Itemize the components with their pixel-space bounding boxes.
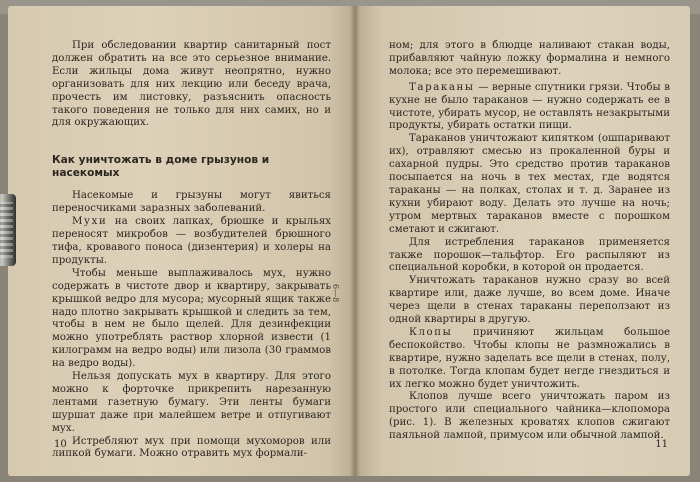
- left-paragraph-2: Насекомые и грызуны могут явиться переносчиками заразных заболеваний.: [52, 190, 331, 215]
- left-paragraph-1: При обследовании квартир санитарный пост должен обратить на все это серьезное внимание. Если жильцы дома живут неопрятно, нужно организовать для них лекцию или беседу врача, прочесть им листовку, разъяснить опасность такого поведения не только для них самих, но и для окружающих.: [52, 40, 331, 129]
- right-page: [355, 6, 690, 476]
- right-paragraph-1: ном; для этого в блюдце наливают стакан воды, прибавляют чайную ложку формалина и немного молока; все это перемешивают.: [389, 40, 670, 77]
- right-paragraph-6: [389, 327, 670, 392]
- left-paragraph-3: [52, 216, 331, 268]
- page-number-right: 11: [655, 439, 668, 450]
- bedbugs-term: Клопы: [409, 326, 453, 338]
- open-book: [0, 6, 700, 476]
- signature-mark: 6—8: [331, 284, 340, 303]
- left-paragraph-6: Истребляют мух при помощи мухоморов или липкой бумаги. Можно отравить мух формали-: [52, 435, 331, 460]
- page-number-left: 10: [54, 439, 67, 450]
- right-paragraph-4: Для истребления тараканов применяется также порошок—тальфтор. Его распыляют из специальной коробки, в которой он продается.: [389, 236, 670, 274]
- right-paragraph-3: Тараканов уничтожают кипятком (ошпаривают их), отравляют смесью из прокаленной буры и сахарной пудры. Это средство против тараканов посыпается на ночь в тех местах, где водятся тараканы — на полках, столах и т. д. Заранее из кухни убирают воду. Делать это лучше на ночь; утром мертвых тараканов вместе с порошком сметают и сжигают.: [389, 133, 670, 235]
- section-heading: Как уничтожать в доме грызунов и насекомых: [52, 154, 270, 180]
- flies-text: на своих лапках, брюшке и крыльях переносят микробов — возбудителей брюшного тифа, кровавого поноса (дизентерия) и холеры на продукты.: [52, 216, 331, 266]
- flies-term: Мухи: [72, 216, 108, 228]
- right-paragraph-2: [389, 82, 670, 134]
- left-paragraph-4: Чтобы меньше выплаживалось мух, нужно содержать в чистоте двор и квартиру, закрывать крышкой ведро для мусора; мусорный ящик также надо плотно закрывать крышкой и следить за тем, чтобы в нем не было щелей. Для дезинфекции можно употреблять раствор хлорной извести (1 килограмм на ведро воды) или лизола (30 граммов на ведро воды).: [52, 267, 331, 370]
- cockroaches-term: Тараканы: [409, 81, 475, 93]
- binder-clip: [0, 194, 16, 266]
- right-paragraph-5: Уничтожать тараканов нужно сразу во всей квартире или, даже лучше, во всем доме. Иначе через щели в стенах тараканы переползают из одной квартиры в другую.: [389, 275, 670, 326]
- left-page: [8, 6, 355, 476]
- bedbugs-text: причиняют жильцам большое беспокойство. Чтобы клопы не размножались в квартире, нужно заделать все щели в стенах, полу, в потолке. Тогда клопам будет негде гнездиться и их легко можно будет уничтожить.: [389, 326, 670, 390]
- left-paragraph-5: Нельзя допускать мух в квартиру. Для этого можно к форточке прикрепить нарезанную лентами газетную бумагу. Эти ленты бумаги шуршат даже при малейшем ветре и отпугивают мух.: [52, 371, 331, 434]
- book-gutter: [350, 6, 360, 476]
- cockroaches-text: — верные спутники грязи. Чтобы в кухне не было тараканов — нужно содержать ее в чистоте, убирать мусор, не оставлять незакрытыми продукты, убирать остатки пищи.: [389, 81, 670, 132]
- right-paragraph-7: Клопов лучше всего уничтожать паром из простого или специального чайника—клопомора (рис. 1). В железных кроватях клопов сжигают паяльной лампой, примусом или обычной лампой.: [389, 391, 670, 442]
